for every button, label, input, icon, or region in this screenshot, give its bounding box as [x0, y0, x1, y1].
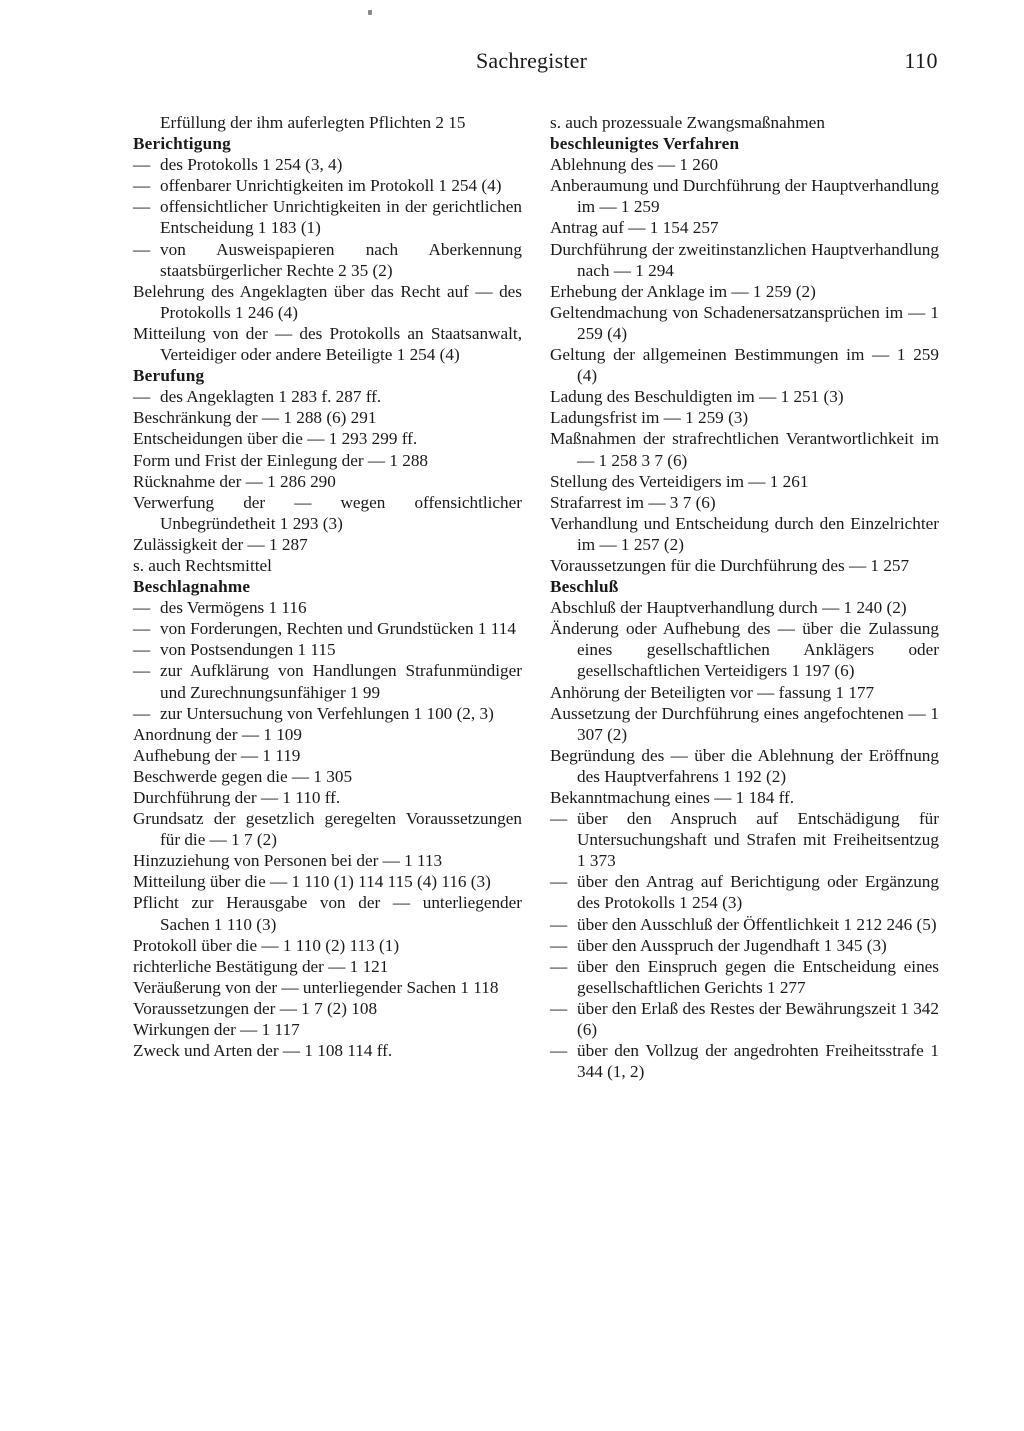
- index-column-left: [133, 112, 522, 1061]
- index-subentry: [550, 935, 939, 956]
- index-subentry: [133, 660, 522, 702]
- index-subentry: [133, 154, 522, 175]
- index-entry: Pflicht zur Herausgabe von der — unterliegender Sachen 1 110 (3): [133, 893, 522, 934]
- dash-mark: —: [133, 619, 151, 639]
- index-entry: Rücknahme der — 1 286 290: [133, 471, 336, 491]
- index-subentry: [133, 639, 522, 660]
- dash-mark: —: [550, 956, 568, 976]
- subentry-text: offenbarer Unrichtigkeiten im Protokoll 1 254 (4): [160, 176, 502, 196]
- index-subentry: [133, 196, 522, 238]
- running-title: Sachregister: [476, 48, 588, 73]
- index-subentry: [133, 703, 522, 724]
- index-entry: richterliche Bestätigung der — 1 121: [133, 956, 389, 976]
- dash-mark: —: [550, 1041, 568, 1061]
- index-entry: Antrag auf — 1 154 257: [550, 218, 719, 238]
- subentry-text: von Forderungen, Rechten und Grundstücken 1 114: [160, 619, 516, 639]
- index-subentry: [550, 914, 939, 935]
- index-subentry: [133, 239, 522, 281]
- index-entry: Maßnahmen der strafrechtlichen Verantwortlichkeit im — 1 258 3 7 (6): [550, 429, 939, 470]
- index-entry: s. auch Rechtsmittel: [133, 555, 272, 575]
- index-entry: Verhandlung und Entscheidung durch den Einzelrichter im — 1 257 (2): [550, 513, 939, 554]
- index-subentry: [550, 1040, 939, 1082]
- index-entry: Begründung des — über die Ablehnung der Eröffnung des Hauptverfahrens 1 192 (2): [550, 745, 939, 786]
- index-entry: Ladung des Beschuldigten im — 1 251 (3): [550, 387, 844, 407]
- dash-mark: —: [550, 872, 568, 892]
- index-continuation: Erfüllung der ihm auferlegten Pflichten 2 15: [160, 113, 466, 132]
- index-column-right: [550, 112, 939, 1082]
- index-subentry: [133, 386, 522, 407]
- index-entry: Beschränkung der — 1 288 (6) 291: [133, 408, 377, 428]
- index-entry: Bekanntmachung eines — 1 184 ff.: [550, 788, 795, 807]
- index-entry: Geltendmachung von Schadenersatzansprüchen im — 1 259 (4): [550, 302, 939, 343]
- subentry-text: zur Untersuchung von Verfehlungen 1 100 (2, 3): [160, 703, 494, 723]
- index-entry: Abschluß der Hauptverhandlung durch — 1 240 (2): [550, 598, 907, 618]
- subentry-text: des Angeklagten 1 283 f. 287 ff.: [160, 387, 382, 407]
- dash-mark: —: [133, 155, 151, 175]
- subentry-text: über den Einspruch gegen die Entscheidung eines gesellschaftlichen Gerichts 1 277: [577, 956, 939, 997]
- index-entry: s. auch prozessuale Zwangsmaßnahmen: [550, 113, 825, 132]
- dash-mark: —: [133, 703, 151, 723]
- subentry-text: über den Ausschluß der Öffentlichkeit 1 212 246 (5): [577, 914, 937, 934]
- dash-mark: —: [133, 197, 151, 217]
- index-entry: Durchführung der — 1 110 ff.: [133, 788, 341, 807]
- index-entry: Beschwerde gegen die — 1 305: [133, 766, 353, 786]
- scan-speck: [368, 10, 372, 15]
- index-subentry: [133, 175, 522, 196]
- dash-mark: —: [133, 598, 151, 618]
- dash-mark: —: [550, 935, 568, 955]
- index-subentry: [550, 808, 939, 871]
- subentry-text: offensichtlicher Unrichtigkeiten in der gerichtlichen Entscheidung 1 183 (1): [160, 197, 522, 238]
- index-entry: Strafarrest im — 3 7 (6): [550, 492, 716, 512]
- index-heading: beschleunigtes Verfahren: [550, 134, 740, 154]
- index-entry: Voraussetzungen für die Durchführung des — 1 257: [550, 555, 910, 575]
- subentry-text: des Protokolls 1 254 (3, 4): [160, 155, 343, 175]
- subentry-text: des Vermögens 1 116: [160, 598, 307, 618]
- index-entry: Hinzuziehung von Personen bei der — 1 113: [133, 851, 443, 871]
- dash-mark: —: [133, 640, 151, 660]
- index-heading: Berichtigung: [133, 134, 231, 154]
- index-entry: Zulässigkeit der — 1 287: [133, 534, 308, 554]
- index-entry: Entscheidungen über die — 1 293 299 ff.: [133, 429, 418, 449]
- subentry-text: von Postsendungen 1 115: [160, 640, 336, 660]
- page-header: [0, 48, 1024, 84]
- dash-mark: —: [133, 387, 151, 407]
- dash-mark: —: [133, 661, 151, 681]
- index-entry: Veräußerung von der — unterliegender Sachen 1 118: [133, 977, 499, 997]
- index-entry: Geltung der allgemeinen Bestimmungen im — 1 259 (4): [550, 345, 939, 386]
- index-entry: Anhörung der Beteiligten vor — fassung 1 177: [550, 682, 875, 702]
- index-subentry: [133, 618, 522, 639]
- index-entry: Zweck und Arten der — 1 108 114 ff.: [133, 1041, 393, 1061]
- index-entry: Ladungsfrist im — 1 259 (3): [550, 408, 749, 428]
- index-entry: Mitteilung von der — des Protokolls an Staatsanwalt, Verteidiger oder andere Beteiligte 1 254 (4): [133, 323, 522, 365]
- index-heading: Beschluß: [550, 577, 619, 597]
- dash-mark: —: [550, 809, 568, 829]
- index-entry: Mitteilung über die — 1 110 (1) 114 115 (4) 116 (3): [133, 872, 491, 892]
- index-subentry: [133, 597, 522, 618]
- dash-mark: —: [550, 914, 568, 934]
- index-entry: Wirkungen der — 1 117: [133, 1020, 300, 1040]
- index-entry: Aufhebung der — 1 119: [133, 745, 301, 765]
- subentry-text: über den Erlaß des Restes der Bewährungszeit 1 342 (6): [577, 998, 939, 1040]
- page-number: 110: [904, 48, 938, 73]
- index-entry: Voraussetzungen der — 1 7 (2) 108: [133, 998, 378, 1018]
- index-entry: Form und Frist der Einlegung der — 1 288: [133, 450, 429, 470]
- subentry-text: über den Ausspruch der Jugendhaft 1 345 (3): [577, 935, 887, 955]
- index-entry: Protokoll über die — 1 110 (2) 113 (1): [133, 935, 400, 955]
- index-entry: Stellung des Verteidigers im — 1 261: [550, 471, 809, 491]
- index-entry: Erhebung der Anklage im — 1 259 (2): [550, 281, 816, 301]
- index-entry: Belehrung des Angeklagten über das Recht auf — des Protokolls 1 246 (4): [133, 281, 522, 322]
- index-entry: Grundsatz der gesetzlich geregelten Voraussetzungen für die — 1 7 (2): [133, 809, 522, 850]
- index-subentry: [550, 956, 939, 998]
- index-heading: Berufung: [133, 366, 205, 386]
- subentry-text: über den Vollzug der angedrohten Freiheitsstrafe 1 344 (1, 2): [577, 1041, 939, 1082]
- index-subentry: [550, 998, 939, 1040]
- dash-mark: —: [133, 176, 151, 196]
- subentry-text: von Ausweispapieren nach Aberkennung staatsbürgerlicher Rechte 2 35 (2): [160, 239, 522, 280]
- index-entry: Anberaumung und Durchführung der Hauptverhandlung im — 1 259: [550, 176, 939, 217]
- index-entry: Durchführung der zweitinstanzlichen Hauptverhandlung nach — 1 294: [550, 239, 939, 280]
- subentry-text: zur Aufklärung von Handlungen Strafunmündiger und Zurechnungsunfähiger 1 99: [160, 661, 522, 702]
- index-entry: Ablehnung des — 1 260: [550, 155, 719, 175]
- dash-mark: —: [550, 998, 568, 1018]
- index-subentry: [550, 871, 939, 913]
- index-entry: Anordnung der — 1 109: [133, 724, 302, 744]
- index-entry: Änderung oder Aufhebung des — über die Zulassung eines gesellschaftlichen Anklägers oder gesellschaftlichen Verteidigers 1 197 (6): [550, 619, 939, 681]
- subentry-text: über den Anspruch auf Entschädigung für Untersuchungshaft und Strafen mit Freiheitsentzug 1 373: [577, 809, 939, 871]
- subentry-text: über den Antrag auf Berichtigung oder Ergänzung des Protokolls 1 254 (3): [577, 872, 939, 913]
- dash-mark: —: [133, 239, 151, 259]
- index-entry: Verwerfung der — wegen offensichtlicher Unbegründetheit 1 293 (3): [133, 492, 522, 533]
- index-entry: Aussetzung der Durchführung eines angefochtenen — 1 307 (2): [550, 703, 939, 744]
- index-heading: Beschlagnahme: [133, 577, 251, 597]
